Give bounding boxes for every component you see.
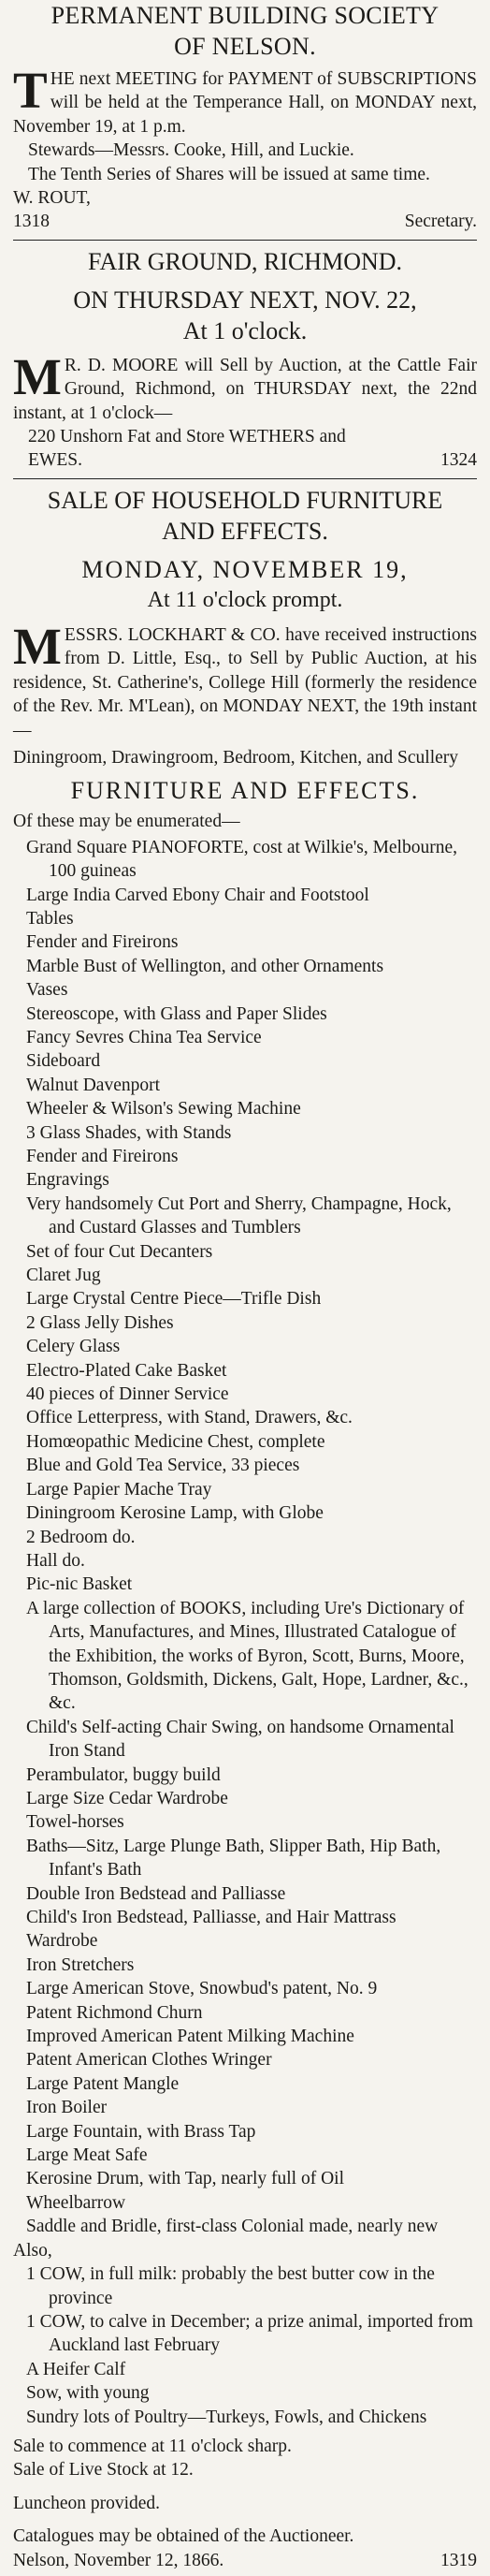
ad1-signer: W. ROUT, [13,188,91,209]
ad1-series: The Tenth Series of Shares will be issued at same time. [28,164,430,184]
list-item: Large American Stove, Snowbud's patent, No. 9 [26,1979,378,1999]
list-item: Homœopathic Medicine Chest, complete [26,1431,325,1452]
list-item: Large Meat Safe [26,2145,148,2166]
list-item: Walnut Davenport [26,1075,161,1095]
ad3-dropcap: M [13,617,62,675]
ad1-dropcap: T [13,62,48,119]
list-item: Diningroom Kerosine Lamp, with Globe [26,1503,324,1524]
list-item: Sundry lots of Poultry—Turkeys, Fowls, and Chickens [26,2407,427,2427]
ad1-body: HE next MEETING for PAYMENT of SUBSCRIPTIONS will be held at the Temperance Hall, on MONDAY next, November 19, at 1 p.m. [13,69,477,137]
list-item: Tables [26,908,74,929]
list-item: Baths—Sitz, Large Plunge Bath, Slipper Bath, Hip Bath, Infant's Bath [26,1836,441,1881]
list-item: Pic-nic Basket [26,1574,133,1595]
ad3-time-line: At 11 o'clock prompt. [147,587,343,612]
list-item: Saddle and Bridle, first-class Colonial made, nearly new [26,2217,439,2237]
list-item: 40 pieces of Dinner Service [26,1384,229,1405]
list-item: Child's Iron Bedstead, Palliasse, and Hair Mattrass [26,1908,396,1927]
list-item: Patent Richmond Churn [26,2002,203,2023]
list-item: Stereoscope, with Glass and Paper Slides [26,1003,327,1024]
list-item: Fancy Sevres China Tea Service [26,1027,262,1047]
ad3-title-line2: AND EFFECTS. [162,517,328,545]
list-item: Grand Square PIANOFORTE, cost at Wilkie's, Melbourne, 100 guineas [26,837,458,882]
list-item: Large India Carved Ebony Chair and Footstool [26,885,369,905]
ad3-rooms: Diningroom, Drawingroom, Bedroom, Kitchen, and Scullery [13,747,459,768]
list-item: Electro-Plated Cake Basket [26,1360,227,1381]
ad1-role: Secretary. [404,212,477,232]
list-item: 3 Glass Shades, with Stands [26,1122,232,1143]
list-item: Celery Glass [26,1337,121,1357]
ad1-title-line2: OF NELSON. [174,33,316,60]
ad3-date-line: MONDAY, NOVEMBER 19, [81,555,409,583]
list-item: Improved American Patent Milking Machine [26,2027,354,2047]
list-item: Iron Stretchers [26,1954,135,1975]
ad2-body: R. D. MOORE will Sell by Auction, at the Cattle Fair Ground, Richmond, on THURSDAY next, the 22nd instant, at 1 o'clock— [13,355,477,423]
ad2-dropcap: M [13,347,62,405]
list-item: Very handsomely Cut Port and Sherry, Champagne, Hock, and Custard Glasses and Tumblers [26,1193,452,1238]
list-item: Patent American Clothes Wringer [26,2050,272,2071]
ad3-livestock-list [13,2262,477,2429]
ad3-title-line1: SALE OF HOUSEHOLD FURNITURE [47,486,443,514]
list-item: Child's Self-acting Chair Swing, on handsome Ornamental Iron Stand [26,1717,454,1762]
list-item: Fender and Fireirons [26,932,179,953]
ad3-number: 1319 [440,2550,477,2570]
ad3-intro: ESSRS. LOCKHART & CO. have received instructions from D. Little, Esq., to Sell by Public Auction, at his residence, St. Catherine's, College Hill (formerly the residence of the Rev. Mr. M'Lean), on MONDAY NEXT, the 19th instant— [13,624,477,740]
ad3-sale-note1: Sale to commence at 11 o'clock sharp. [13,2436,292,2456]
ad-fair-ground [13,246,477,473]
ad1-stewards: Stewards—Messrs. Cooke, Hill, and Luckie. [28,140,354,161]
list-item: Vases [26,980,68,1001]
list-item: Marble Bust of Wellington, and other Ornaments [26,956,384,976]
ad1-title-line1: PERMANENT BUILDING SOCIETY [50,2,440,29]
ad3-footer-date: Nelson, November 12, 1866. [13,2550,224,2570]
ad3-sale-note2: Sale of Live Stock at 12. [13,2460,194,2481]
list-item: Large Size Cedar Wardrobe [26,1788,228,1808]
ad2-title: FAIR GROUND, RICHMOND. [87,247,403,275]
list-item: Perambulator, buggy build [26,1764,221,1785]
ad2-time-line: At 1 o'clock. [182,316,308,344]
list-item: Fender and Fireirons [26,1147,179,1166]
list-item: Large Crystal Centre Piece—Trifle Dish [26,1289,322,1310]
list-item: Sideboard [26,1051,101,1072]
list-item: Wheeler & Wilson's Sewing Machine [26,1099,301,1120]
list-item: Claret Jug [26,1266,101,1286]
divider [13,478,477,479]
ad2-date-line: ON THURSDAY NEXT, NOV. 22, [73,285,417,314]
list-item: 2 Bedroom do. [26,1527,136,1547]
list-item: Iron Boiler [26,2098,108,2118]
ad2-stock-line2: EWES. [28,450,82,471]
list-item: 1 COW, to calve in December; a prize animal, imported from Auckland last February [26,2311,473,2356]
list-item: Large Papier Mache Tray [26,1479,212,1500]
ad-building-society [13,0,477,234]
list-item: Engravings [26,1170,109,1191]
list-item: Blue and Gold Tea Service, 33 pieces [26,1456,300,1476]
list-item: Wardrobe [26,1931,98,1952]
ad3-luncheon: Luncheon provided. [13,2493,161,2513]
list-item: 2 Glass Jelly Dishes [26,1312,174,1333]
list-item: A large collection of BOOKS, including Ure's Dictionary of Arts, Manufactures, and Mines, Illustrated Catalogue of the Exhibition, the works of Byron, Scott, Burns, Moore, Thomson, Goldsmith, Dickens, Galt, Hope, Lardner, &c., &c. [26,1598,468,1714]
list-item: Kerosine Drum, with Tap, nearly full of Oil [26,2169,344,2189]
ad-household-sale [13,485,477,2572]
ad2-stock-line1: 220 Unshorn Fat and Store WETHERS and [28,427,346,447]
ad2-number: 1324 [440,450,477,471]
ad3-enumerated: Of these may be enumerated— [13,812,240,832]
list-item: A Heifer Calf [26,2359,126,2379]
list-item: 1 COW, in full milk: probably the best butter cow in the province [26,2264,435,2308]
divider [13,240,477,241]
ad3-item-list [13,836,477,2239]
list-item: Wheelbarrow [26,2192,126,2213]
list-item: Office Letterpress, with Stand, Drawers, &c. [26,1408,353,1428]
list-item: Sow, with young [26,2383,150,2404]
ad3-section-title: FURNITURE AND EFFECTS. [70,777,420,805]
list-item: Large Patent Mangle [26,2073,180,2094]
list-item: Large Fountain, with Brass Tap [26,2121,256,2142]
ad3-catalogues: Catalogues may be obtained of the Auctioneer. [13,2526,354,2547]
list-item: Set of four Cut Decanters [26,1241,213,1262]
ad3-also: Also, [13,2240,52,2261]
list-item: Towel-horses [26,1812,124,1833]
list-item: Double Iron Bedstead and Palliasse [26,1883,286,1904]
ad1-number: 1318 [13,212,50,232]
list-item: Hall do. [26,1550,85,1571]
